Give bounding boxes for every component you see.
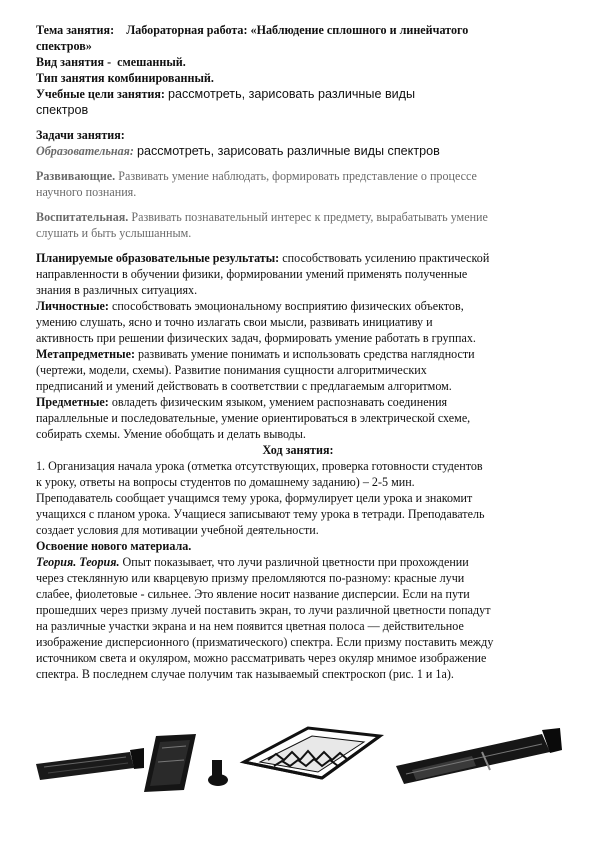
upbringing-label: Воспитательная.	[36, 210, 129, 224]
personal-results	[36, 298, 560, 314]
aims-value-2: спектров	[36, 103, 89, 117]
personal-value-1: способствовать эмоциональному восприятию физических объектов,	[111, 299, 464, 313]
type-label: Тип занятия	[36, 71, 105, 85]
theory-value-5: на различные участки экрана и на нем появится цветная полоса — действительное	[36, 619, 464, 633]
meta-value-3: предписаний и умений действовать в соответствии с предлагаемым алгоритмом.	[36, 379, 452, 393]
theory-value-6: изображение дисперсионного (призматического) спектра. Если призму поставить между	[36, 635, 494, 649]
spectroscope-icon	[204, 722, 398, 796]
personal-label: Личностные:	[36, 299, 109, 313]
developing-value-1: Развивать умение наблюдать, формировать представление о процессе	[118, 169, 477, 183]
theory-line-1	[36, 554, 560, 570]
course-p1-4: учащихся с планом урока. Учащиеся записывают тему урока в тетради. Преподаватель	[36, 507, 485, 521]
lesson-kind	[36, 54, 560, 70]
topic-title: Лабораторная работа: «Наблюдение сплошного и линейчатого	[126, 23, 469, 37]
meta-label: Метапредметные:	[36, 347, 135, 361]
subject-value-1: овладеть физическим языком, умением распознавать соединения	[111, 395, 448, 409]
aims-value: рассмотреть, зарисовать различные виды	[167, 87, 416, 101]
meta-results	[36, 346, 560, 362]
planned-value-3: знания в различных ситуациях.	[36, 283, 198, 297]
meta-value-2: (чертежи, модели, схемы). Развитие понимания сущности алгоритмических	[36, 363, 427, 377]
course-p1-5: создает условия для мотивации учебной деятельности.	[36, 523, 319, 537]
lesson-aims	[36, 86, 560, 102]
topic-label: Тема занятия:	[36, 23, 115, 37]
planned-results	[36, 250, 560, 266]
theory-value-4: прошедших через призму лучей поставить экран, то лучи различной цветности попадут	[36, 603, 491, 617]
topic-line-1	[36, 22, 560, 38]
tasks-educational	[36, 143, 560, 159]
theory-value-8: спектра. В последнем случае получим так называемый спектроскоп (рис. 1 и 1а).	[36, 667, 454, 681]
theory-label-repeat: Теория.	[79, 555, 120, 569]
subject-results	[36, 394, 560, 410]
upbringing-value-2: слушать и быть услышанным.	[36, 226, 192, 240]
subject-value-3: собирать схемы. Умение обобщать и делать выводы.	[36, 427, 306, 441]
developing-label: Развивающие.	[36, 169, 116, 183]
personal-value-3: активность при решении физических задач, формировать умение работать в группах.	[36, 331, 476, 345]
kind-value: смешанный.	[117, 55, 186, 69]
eyepiece-tube-icon	[392, 722, 564, 792]
planned-value-2: направленности в обучении физики, формировании умений применять полученные	[36, 267, 468, 281]
planned-value-1: способствовать усилению практической	[282, 251, 490, 265]
telescope-tube-icon	[34, 742, 146, 786]
meta-value-1: развивать умение понимать и использовать средства наглядности	[138, 347, 475, 361]
theory-value-3: слабее, фиолетовые - сильнее. Это явление носит название дисперсии. Если на пути	[36, 587, 470, 601]
document-page	[36, 22, 560, 682]
type-value: комбинированный.	[107, 71, 214, 85]
tasks-heading: Задачи занятия:	[36, 128, 125, 142]
planned-label: Планируемые образовательные результаты:	[36, 251, 280, 265]
aims-label: Учебные цели занятия:	[36, 87, 165, 101]
tasks-developing	[36, 168, 560, 184]
developing-value-2: научного познания.	[36, 185, 137, 199]
course-p1-2: к уроку, ответы на вопросы студентов по домашнему заданию) – 2-5 мин.	[36, 475, 415, 489]
educational-value: рассмотреть, зарисовать различные виды спектров	[136, 144, 440, 158]
educational-label: Образовательная:	[36, 144, 134, 158]
new-material-heading: Освоение нового материала.	[36, 539, 192, 553]
subject-label: Предметные:	[36, 395, 109, 409]
course-p1-3: Преподаватель сообщает учащимся тему урока, формулирует цели урока и знакомит	[36, 491, 473, 505]
topic-line-2: спектров»	[36, 39, 92, 53]
tasks-upbringing	[36, 209, 560, 225]
kind-label: Вид занятия -	[36, 55, 112, 69]
theory-value-7: источником света и окуляром, можно рассматривать через окуляр мнимое изображение	[36, 651, 487, 665]
course-p1-1: 1. Организация начала урока (отметка отсутствующих, проверка готовности студентов	[36, 459, 483, 473]
course-heading: Ход занятия:	[262, 443, 334, 457]
prism-icon	[140, 732, 200, 794]
subject-value-2: параллельные и последовательные, умение ориентироваться в электрической схеме,	[36, 411, 471, 425]
theory-label: Теория.	[36, 555, 77, 569]
personal-value-2: умению слушать, ясно и точно излагать свои мысли, развивать инициативу и	[36, 315, 433, 329]
lesson-type	[36, 70, 560, 86]
theory-value-2: через стеклянную или кварцевую призму преломляются по-разному: красные лучи	[36, 571, 465, 585]
upbringing-value-1: Развивать познавательный интерес к предмету, вырабатывать умение	[131, 210, 488, 224]
theory-value-1: Опыт показывает, что лучи различной цветности при прохождении	[122, 555, 469, 569]
